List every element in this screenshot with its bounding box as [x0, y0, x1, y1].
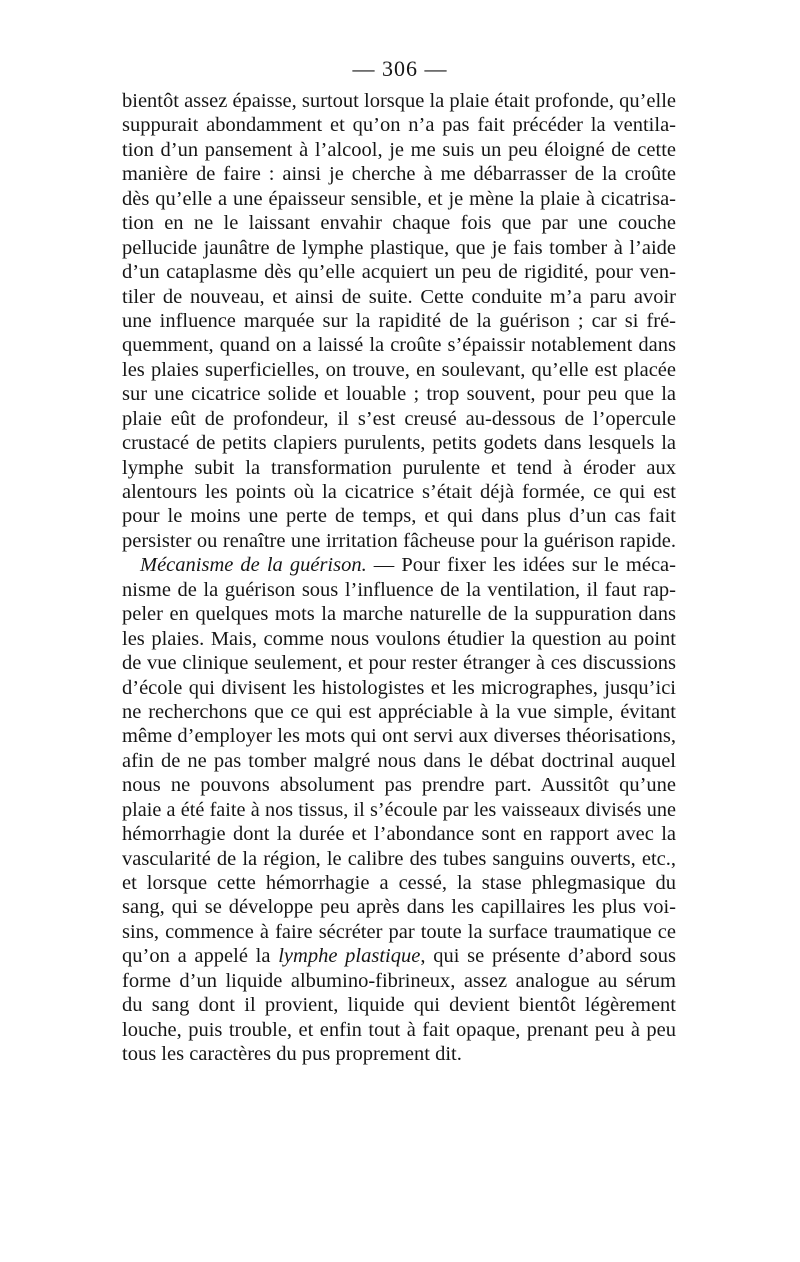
text-line: ne recherchons que ce qui est appréciable à la vue simple, évitant [122, 700, 676, 723]
text-line: même d’employer les mots qui ont servi aux diverses théorisations, [122, 725, 676, 748]
text-line: persister ou renaître une irritation fâcheuse pour la guérison rapide. [122, 529, 676, 552]
text-line: une influence marquée sur la rapidité de la guérison ; car si fré- [122, 309, 676, 332]
text-line: d’école qui divisent les histologistes et les micrographes, jusqu’ici [122, 676, 676, 699]
text-line: et lorsque cette hémorrhagie a cessé, la stase phlegmasique du [122, 872, 676, 894]
paragraph-2 [122, 553, 676, 1066]
italic-term: lymphe plastique [278, 945, 421, 968]
text-line: hémorrhagie dont la durée et l’abondance sont en rapport avec la [122, 823, 676, 846]
text-line: alentours les points où la cicatrice s’était déjà formée, ce qui est [122, 481, 676, 503]
text-line [122, 553, 676, 577]
text-line: lymphe subit la transformation purulente et tend à éroder aux [122, 456, 676, 479]
text-line: crustacé de petits clapiers purulents, petits godets dans lesquels la [122, 432, 676, 455]
text-line: tous les caractères du pus proprement dit. [122, 1043, 462, 1066]
text-line: manière de faire : ainsi je cherche à me débarrasser de la croûte [122, 163, 676, 186]
text-line: du sang dont il provient, liquide qui devient bientôt légèrement [122, 994, 676, 1017]
text-line: quemment, quand on a laissé la croûte s’épaissir notablement dans [122, 334, 676, 357]
text-line: plaie a été faite à nos tissus, il s’écoule par les vaisseaux divisés une [122, 798, 676, 821]
text-line: sur une cicatrice solide et louable ; trop souvent, pour peu que la [122, 383, 676, 406]
text-line: tion en ne le laissant envahir chaque fois que par une couche [122, 212, 676, 235]
text-line: pellucide jaunâtre de lymphe plastique, que je fais tomber à l’aide [122, 236, 676, 259]
text-line: tiler de nouveau, et ainsi de suite. Cette conduite m’a paru avoir [122, 285, 676, 308]
text-line: nous ne pouvons absolument pas prendre part. Aussitôt qu’une [122, 774, 676, 797]
text-line: de vue clinique seulement, et pour rester étranger à ces discussions [122, 652, 676, 675]
text-line: vascularité de la région, le calibre des tubes sanguins ouverts, etc., [122, 847, 676, 870]
text-line [122, 944, 676, 968]
text-run: — Pour fixer les idées sur le méca- [366, 554, 676, 577]
paragraph-1 [122, 89, 676, 553]
section-heading: Mécanisme de la guérison. [140, 554, 367, 577]
text-line: tion d’un pansement à l’alcool, je me suis un peu éloigné de cette [122, 138, 676, 161]
text-line: sins, commence à faire sécréter par toute la surface traumatique ce [122, 920, 676, 943]
text-line: plaie eût de profondeur, il s’est creusé au-dessous de l’opercule [122, 407, 676, 430]
text-line: afin de ne pas tomber malgré nous dans le débat doctrinal auquel [122, 749, 676, 772]
text-line: louche, puis trouble, et enfin tout à fait opaque, prenant peu à peu [122, 1018, 676, 1041]
text-line: suppurait abondamment et qu’on n’a pas fait précéder la ventila- [122, 114, 676, 137]
text-line: nisme de la guérison sous l’influence de la ventilation, il faut rap- [122, 578, 676, 601]
text-line: bientôt assez épaisse, surtout lorsque la plaie était profonde, qu’elle [122, 90, 676, 112]
text-line: pour le moins une perte de temps, et qui dans plus d’un cas fait [122, 505, 676, 528]
text-line: d’un cataplasme dès qu’elle acquiert un peu de rigidité, pour ven- [122, 261, 676, 284]
text-line: forme d’un liquide albumino-fibrineux, assez analogue au sérum [122, 969, 676, 992]
text-line: dès qu’elle a une épaisseur sensible, et je mène la plaie à cicatrisa- [122, 187, 676, 210]
page-number: — 306 — [352, 56, 448, 81]
text-line: peler en quelques mots la marche naturelle de la suppuration dans [122, 603, 676, 626]
text-line: les plaies. Mais, comme nous voulons étudier la question au point [122, 627, 676, 650]
text-line: sang, qui se développe peu après dans les capillaires les plus voi- [122, 896, 676, 919]
text-run: , qui se présente d’abord sous [420, 945, 676, 968]
text-run: qu’on a appelé la [122, 945, 279, 968]
text-line: les plaies superficielles, on trouve, en soulevant, qu’elle est placée [122, 358, 676, 381]
body-text [122, 89, 676, 1067]
